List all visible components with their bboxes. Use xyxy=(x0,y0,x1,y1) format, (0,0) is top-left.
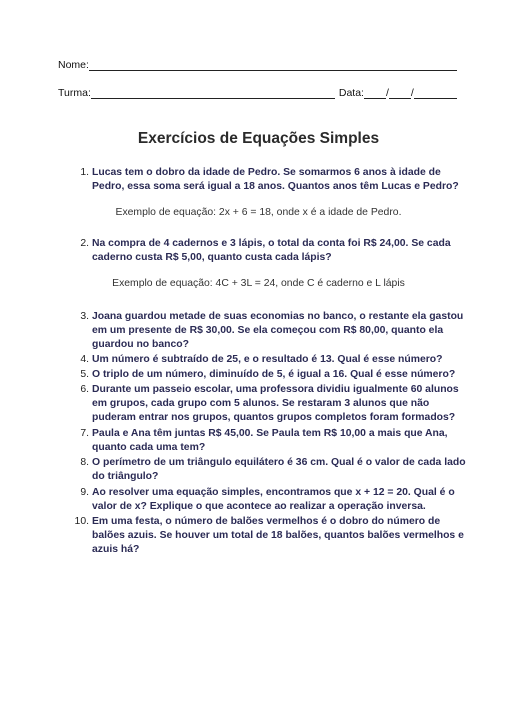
name-field-row xyxy=(58,59,457,71)
class-label: Turma: xyxy=(58,87,91,99)
question-number: 9. xyxy=(80,487,89,498)
date-month-blank[interactable] xyxy=(389,87,411,99)
question-text: O triplo de um número, diminuído de 5, é igual a 16. Qual é esse número? xyxy=(92,369,456,380)
question-text: Joana guardou metade de suas economias no banco, o restante ela gastou em um presente de R$ 30,00. Se ela começou com R$ 80,00, quanto ela guardou no banco? xyxy=(92,311,464,351)
question-number: 3. xyxy=(80,311,89,322)
date-label: Data: xyxy=(338,87,364,99)
equation-example: Exemplo de equação: 4C + 3L = 24, onde C é caderno e L lápis xyxy=(112,278,405,289)
question-number: 6. xyxy=(80,384,89,395)
question-text: Em uma festa, o número de balões vermelhos é o dobro do número de balões azuis. Se houver um total de 18 balões, quantos balões vermelhos e azuis há? xyxy=(92,516,464,556)
date-separator: / xyxy=(385,87,389,99)
question-text: Um número é subtraído de 25, e o resultado é 13. Qual é esse número? xyxy=(92,354,443,365)
question-number: 7. xyxy=(80,428,89,439)
question-number: 4. xyxy=(80,354,89,365)
question-number: 5. xyxy=(80,369,89,380)
name-label: Nome: xyxy=(58,59,89,71)
class-blank[interactable] xyxy=(91,87,335,99)
name-blank[interactable] xyxy=(89,59,457,71)
date-day-blank[interactable] xyxy=(364,87,386,99)
question-text: Durante um passeio escolar, uma professora dividiu igualmente 60 alunos em grupos, cada grupo com 5 alunos. Se restaram 3 alunos que não puderam entrar nos grupos, quantos grupos completos foram formados? xyxy=(92,384,459,424)
question-number: 10. xyxy=(74,516,89,527)
date-separator: / xyxy=(410,87,414,99)
question-text: O perímetro de um triângulo equilátero é 36 cm. Qual é o valor de cada lado do triângulo? xyxy=(92,457,466,483)
class-date-row xyxy=(58,87,457,99)
page-title: Exercícios de Equações Simples xyxy=(137,130,380,147)
question-text: Na compra de 4 cadernos e 3 lápis, o total da conta foi R$ 24,00. Se cada caderno custa R$ 5,00, quanto custa cada lápis? xyxy=(92,238,451,264)
question-text: Paula e Ana têm juntas R$ 45,00. Se Paula tem R$ 10,00 a mais que Ana, quanto cada uma tem? xyxy=(92,428,448,454)
question-number: 8. xyxy=(80,457,89,468)
date-year-blank[interactable] xyxy=(414,87,457,99)
question-text: Lucas tem o dobro da idade de Pedro. Se somarmos 6 anos à idade de Pedro, essa soma será igual a 18 anos. Quantos anos têm Lucas e Pedro? xyxy=(92,167,459,193)
question-number: 2. xyxy=(80,238,89,249)
question-number: 1. xyxy=(80,167,89,178)
question-text: Ao resolver uma equação simples, encontramos que x + 12 = 20. Qual é o valor de x? Explique o que acontece ao realizar a operação inversa. xyxy=(92,487,455,513)
equation-example: Exemplo de equação: 2x + 6 = 18, onde x é a idade de Pedro. xyxy=(115,207,402,218)
